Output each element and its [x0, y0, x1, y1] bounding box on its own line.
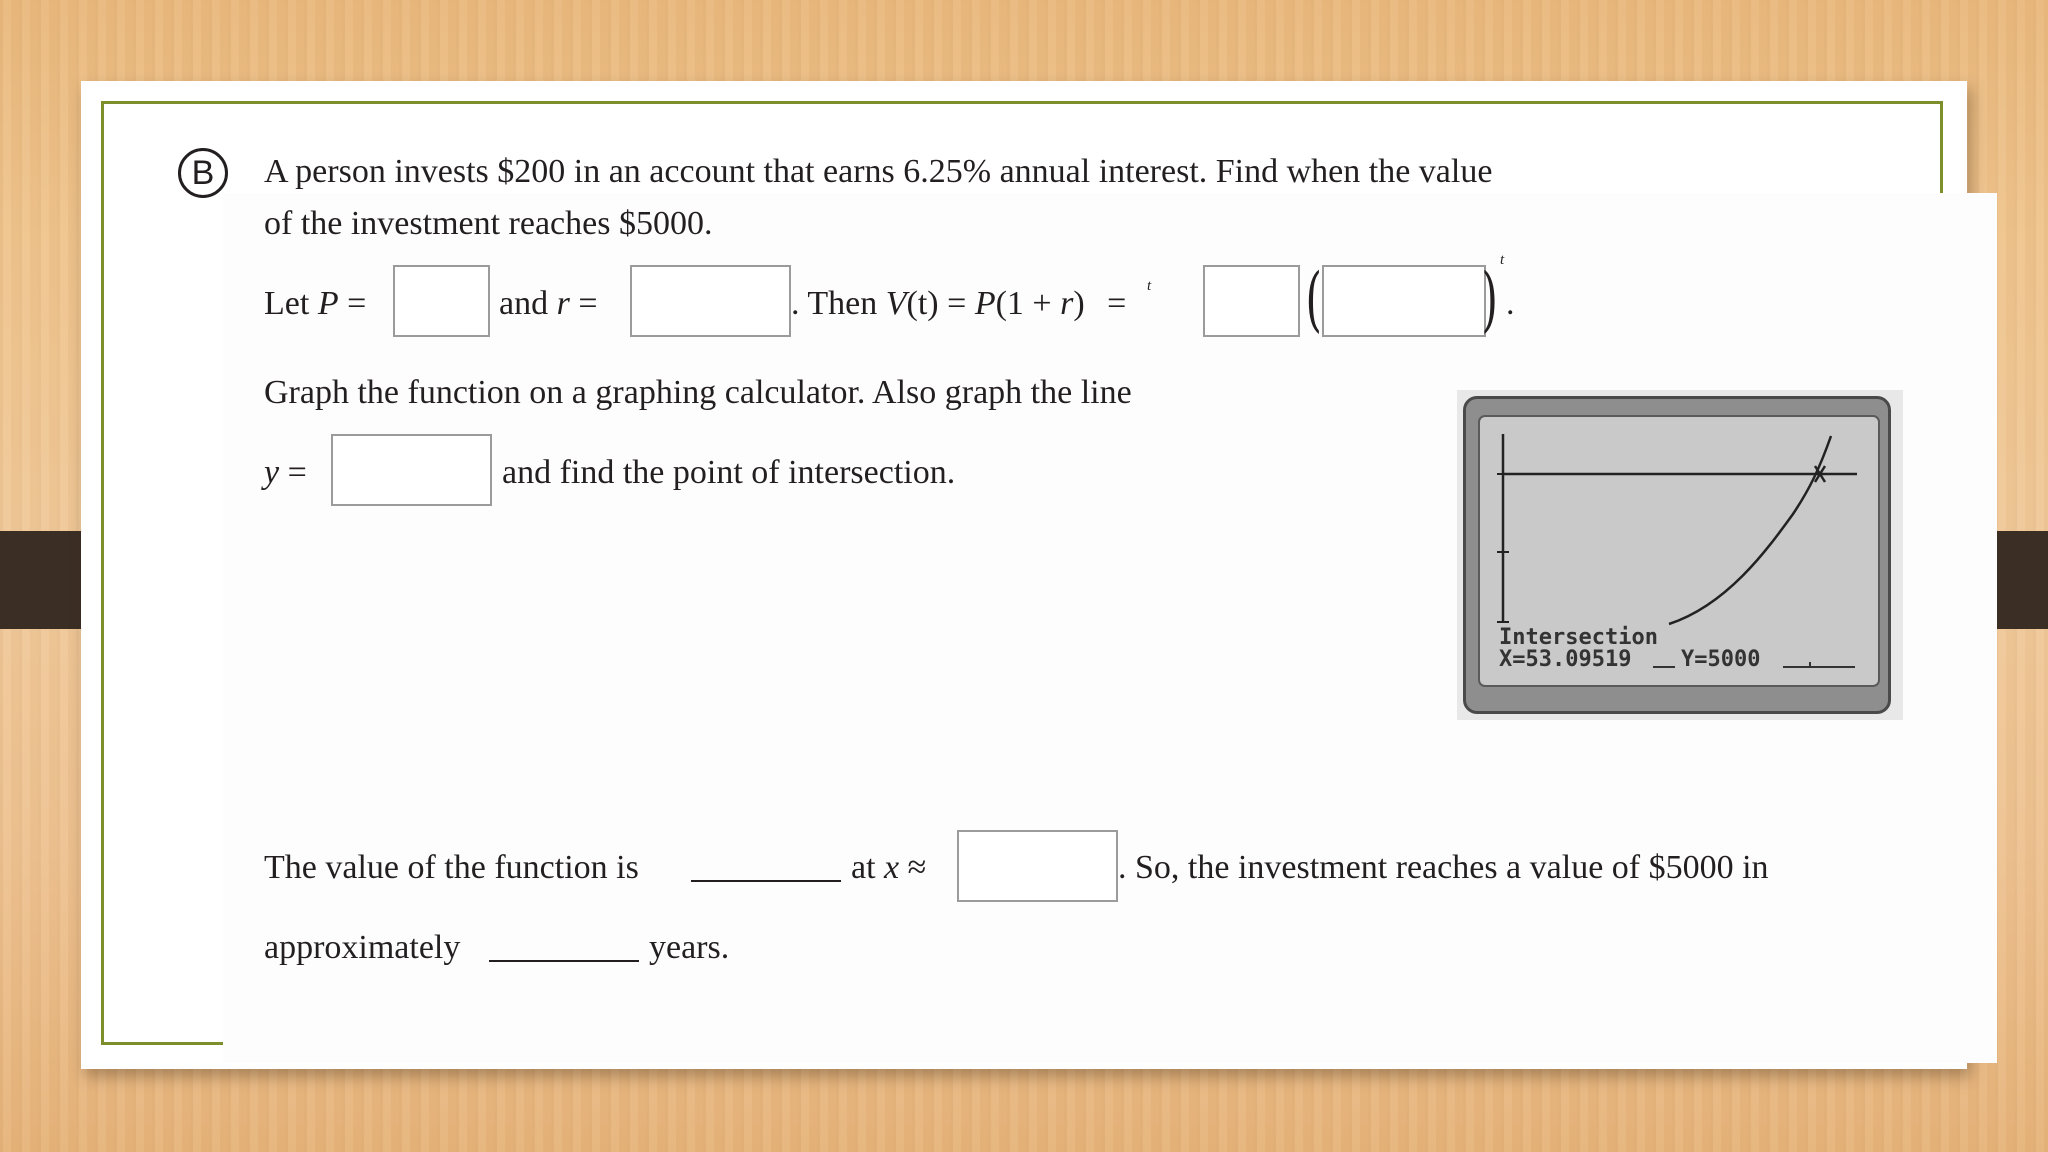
years-blank[interactable]: [489, 960, 639, 962]
problem-line-2: of the investment reaches $5000.: [264, 205, 713, 242]
close-paren: ): [1481, 258, 1498, 340]
exponent-t-2: t: [1500, 252, 1505, 268]
calc-x-readout: X=53.09519: [1499, 647, 1632, 672]
part-label: B: [178, 148, 228, 198]
y-equals-label: y =: [264, 454, 307, 491]
graph-instruction: Graph the function on a graphing calculator. Also graph the line: [264, 374, 1132, 411]
value-of-function-text: The value of the function is: [264, 849, 639, 886]
problem-line-1: A person invests $200 in an account that earns 6.25% annual interest. Find when the value: [264, 153, 1493, 190]
formula-text: . Then V(t) = P(1 + r) =: [791, 285, 1127, 322]
open-paren: (: [1305, 258, 1322, 340]
p-input-box[interactable]: [393, 265, 490, 337]
formula-period: .: [1506, 285, 1515, 322]
intersection-instruction: and find the point of intersection.: [502, 454, 956, 491]
principal-input-box[interactable]: [1203, 265, 1300, 337]
r-input-box[interactable]: [630, 265, 791, 337]
calc-y-readout: Y=5000: [1681, 647, 1761, 672]
at-x-label: at x ≈: [851, 849, 927, 886]
conclusion-text: . So, the investment reaches a value of $5000 in: [1118, 849, 1769, 886]
calc-intersection-label: Intersection: [1499, 625, 1658, 650]
y-line-input-box[interactable]: [331, 434, 492, 506]
value-blank[interactable]: [691, 880, 841, 882]
calculator-screenshot: [1457, 390, 1903, 720]
and-r-label: and r =: [499, 285, 598, 322]
x-value-input-box[interactable]: [957, 830, 1118, 902]
growth-factor-input-box[interactable]: [1322, 265, 1486, 337]
let-p-label: Let P =: [264, 285, 367, 322]
approximately-text: approximately: [264, 929, 461, 966]
exponent-t-1: t: [1147, 278, 1152, 294]
years-text: years.: [649, 929, 730, 966]
